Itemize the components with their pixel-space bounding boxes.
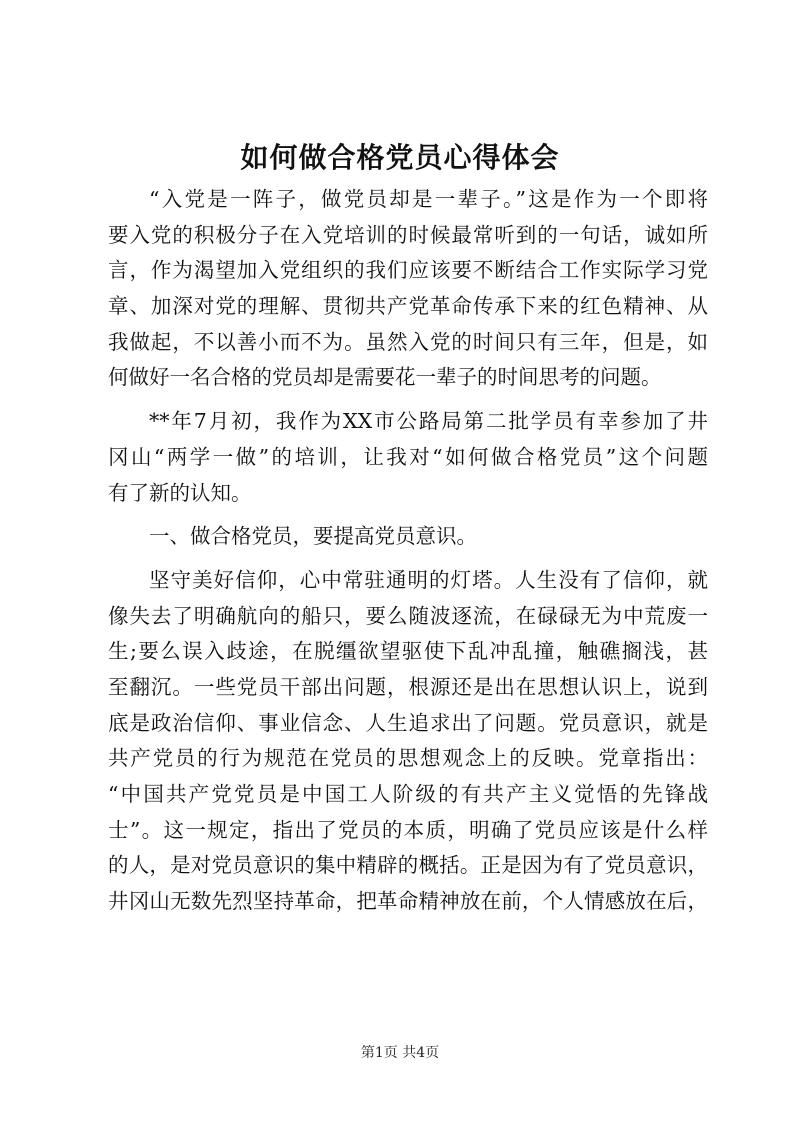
paragraph-line: 生;要么误入歧途，在脱缰欲望驱使下乱冲乱撞，触礁搁浅，甚 — [108, 639, 708, 664]
paragraph-1 — [108, 182, 708, 396]
paragraph-line: 章、加深对党的理解、贯彻共产党革命传承下来的红色精神、从 — [108, 294, 708, 319]
document-title: 如何做合格党员心得体会 — [240, 141, 560, 174]
paragraph-line: 坚守美好信仰，心中常驻通明的灯塔。人生没有了信仰，就 — [149, 567, 708, 592]
section-heading-1 — [108, 519, 708, 555]
paragraph-4 — [108, 563, 708, 920]
paragraph-line: 像失去了明确航向的船只，要么随波逐流，在碌碌无为中荒废一 — [108, 603, 708, 628]
paragraph-line: 的人，是对党员意识的集中精辟的概括。正是因为有了党员意识， — [108, 853, 708, 878]
paragraph-spacer — [108, 511, 708, 519]
paragraph-line: “入党是一阵子，做党员却是一辈子。”这是作为一个即将 — [149, 187, 708, 211]
paragraph-line: 何做好一名合格的党员却是需要花一辈子的时间思考的问题。 — [108, 365, 662, 390]
paragraph-line: 要入党的积极分子在入党培训的时候最常听到的一句话，诚如所 — [108, 222, 708, 247]
section-heading-line: 一、做合格党员，要提高党员意识。 — [149, 524, 477, 549]
paragraph-line: “中国共产党党员是中国工人阶级的有共产主义觉悟的先锋战 — [108, 782, 708, 806]
paragraph-line: 言，作为渴望加入党组织的我们应该要不断结合工作实际学习党 — [108, 258, 708, 283]
paragraph-line: 底是政治信仰、事业信念、人生追求出了问题。党员意识，就是 — [108, 710, 708, 735]
paragraph-2 — [108, 404, 708, 511]
paragraph-line: 冈山“两学一做”的培训，让我对“如何做合格党员”这个问题 — [108, 444, 708, 469]
paragraph-line: 有了新的认知。 — [108, 480, 252, 505]
page-footer: 第1页 共4页 — [360, 1045, 440, 1061]
document-body — [108, 182, 708, 920]
paragraph-line: 至翻沉。一些党员干部出问题，根源还是出在思想认识上，说到 — [108, 674, 708, 699]
paragraph-spacer — [108, 396, 708, 404]
paragraph-line: 我做起，不以善小而不为。虽然入党的时间只有三年，但是，如 — [108, 329, 708, 354]
paragraph-line: 士”。这一规定，指出了党员的本质，明确了党员应该是什么样 — [108, 817, 708, 842]
paragraph-spacer — [108, 555, 708, 563]
paragraph-line: 共产党员的行为规范在党员的思想观念上的反映。党章指出： — [108, 746, 708, 771]
paragraph-line: **年7月初，我作为XX市公路局第二批学员有幸参加了井 — [149, 409, 708, 434]
paragraph-line: 井冈山无数先烈坚持革命，把革命精神放在前，个人情感放在后， — [108, 889, 708, 914]
